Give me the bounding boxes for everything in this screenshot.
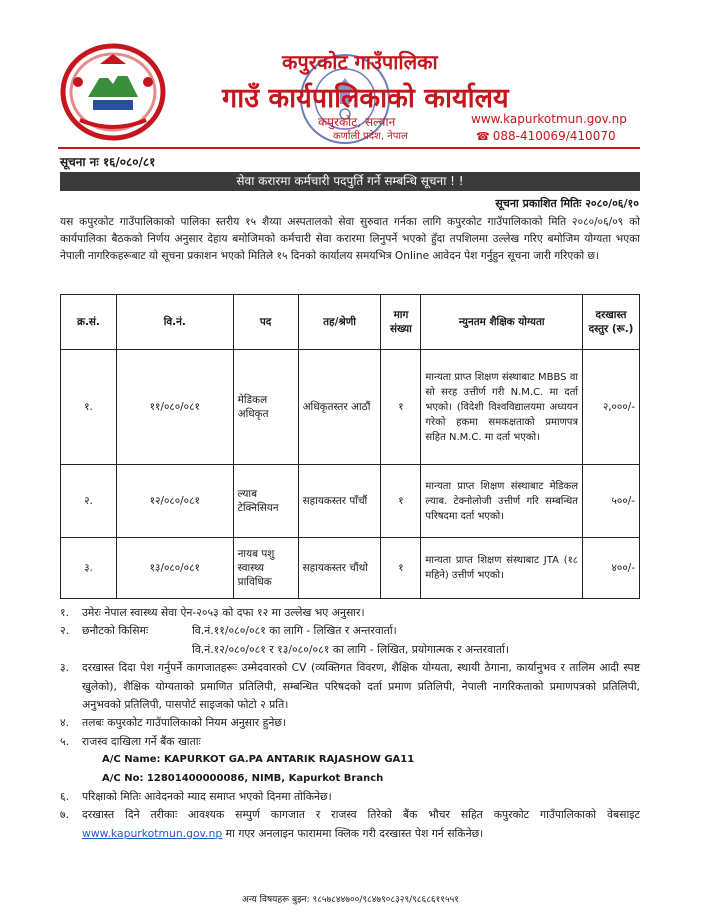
selection-line2: वि.नं.१२/०८०/०८१ र १३/०८०/०८१ का लागि - लिखित, प्रयोगात्मक र अन्तरवार्ता। (192, 642, 509, 656)
office-name-line1: कपुरकोट गाउँपालिका (282, 50, 438, 74)
cell-adv-no: १२/०८०/०८१ (116, 465, 233, 538)
list-item-bank (60, 733, 640, 751)
cell-qualification: मान्यता प्राप्त शिक्षण संस्थाबाट मेडिकल ल्याब. टेक्नोलोजी उत्तीर्ण गरि सम्बन्धित परिषदमा दर्ता भएको। (421, 465, 583, 538)
apply-method-text-end: मा गएर अनलाइन फाराममा क्लिक गरी दरखास्त पेश गर्न सकिनेछ। (225, 826, 484, 840)
nepal-emblem-icon (58, 42, 168, 142)
list-item-age (60, 604, 640, 622)
cell-qualification: मान्यता प्राप्त शिक्षण संस्थाबाट JTA (१८ महिने) उत्तीर्ण भएको। (421, 538, 583, 599)
selection-label: छनौटको किसिमः (82, 624, 149, 638)
table-row (61, 465, 640, 538)
list-item-salary (60, 714, 640, 732)
apply-method-text: दरखास्त दिने तरीकाः आवश्यक सम्पुर्ण कागजात र राजस्व तिरेको बैंक भौचर सहित कपुरकोट गाउँपालिकाको वेबसाइट (82, 808, 640, 822)
cell-adv-no: ११/०८०/०८१ (116, 350, 233, 465)
list-item-number: ४. (60, 716, 70, 730)
cell-post: मेडिकल अधिकृत (233, 350, 298, 465)
list-item-text: राजस्व दाखिला गर्ने बैंक खाताः (82, 734, 201, 748)
list-item-text: परिक्षाको मितिः आवेदनको म्याद समाप्त भएको दिनमा तोकिनेछ। (82, 790, 332, 804)
office-address-line1: कपुरकोट, सल्यान (318, 115, 396, 129)
bank-account-name: A/C Name: KAPURKOT GA.PA ANTARIK RAJASHOW GA11 (102, 754, 415, 766)
cell-adv-no: १३/०८०/०८१ (116, 538, 233, 599)
list-item-text: तलबः कपुरकोट गाउँपालिकाको नियम अनुसार हुनेछ। (82, 716, 287, 730)
list-item-number: २. (60, 624, 70, 638)
list-item-text: उमेरः नेपाल स्वास्थ्य सेवा ऐन-२०५३ को दफा १२ मा उल्लेख भए अनुसार। (82, 606, 365, 619)
cell-post: ल्याब टेक्निसियन (233, 465, 298, 538)
col-header-serial: क्र.सं. (61, 295, 117, 350)
col-header-level: तह/श्रेणी (298, 295, 381, 350)
list-item-selection (60, 622, 640, 659)
website-link[interactable]: www.kapurkotmun.gov.np (82, 826, 223, 840)
published-date: सूचना प्रकाशित मितिः २०८०/०६/१० (495, 197, 639, 210)
table-header-row (61, 295, 640, 350)
selection-line1: वि.नं.११/०८०/०८१ का लागि - लिखित र अन्तरवार्ता। (192, 624, 397, 638)
list-item-number: ७. (60, 808, 70, 822)
cell-qualification: मान्यता प्राप्त शिक्षण संस्थाबाट MBBS वा सो सरह उत्तीर्ण गरी N.M.C. मा दर्ता भएको। (विदेशी विश्वविद्यालयमा अध्ययन गरेको हकमा समकक्षताको प्रमाणपत्र सहित N.M.C. मा दर्ता भएको। (421, 350, 583, 465)
col-header-post: पद (233, 295, 298, 350)
office-name-line2: गाउँ कार्यपालिकाको कार्यालय (222, 83, 509, 114)
cell-level: अधिकृतस्तर आठौं (298, 350, 381, 465)
footer-contact: अन्य विषयहरू बुझ्न: ९८५७८४४७००/९८४७९०८३२९/९८६८६११५५१ (242, 895, 459, 905)
cell-serial: ३. (61, 538, 117, 599)
cell-demand: १ (381, 538, 421, 599)
cell-level: सहायकस्तर चौंथो (298, 538, 381, 599)
table-row (61, 350, 640, 465)
vacancy-table (60, 294, 640, 599)
notice-title: सेवा करारमा कर्मचारी पदपुर्ति गर्ने सम्बन्धि सूचना ! ! (60, 172, 640, 191)
notice-number: सूचना नः १६/०८०/८१ (60, 155, 156, 169)
cell-demand: १ (381, 350, 421, 465)
col-header-fee: दरखास्त दस्तुर (रू.) (583, 295, 640, 350)
phone-icon: ☎ (476, 130, 490, 143)
header-phone (476, 129, 616, 143)
cell-fee: २,०००/- (583, 350, 640, 465)
list-item-number: १. (60, 606, 70, 619)
header-website-link[interactable]: www.kapurkotmun.gov.np (471, 112, 627, 126)
notice-intro: यस कपुरकोट गाउँपालिकाको पालिका स्तरीय १५ शैय्या अस्पतालको सेवा सुरुवात गर्नका लागि कपुरकोट गाउँपालिकाको मिति २०८०/०६/०९ को कार्यपालिका बैठकको निर्णय अनुसार देहाय बमोजिमको कर्मचारी सेवा करारमा लिनुपर्ने भएको हुँदा तपशिलमा उल्लेख गरिए बमोजिम योग्यता भएका नेपाली नागरिकहरूबाट यो सूचना प्रकाशन भएको मितिले १५ दिनको कार्यालय समयभित्र Online आवेदन पेश गर्नुहुन सूचना जारी गरिएको छ। (60, 216, 640, 262)
list-item-apply-method (60, 806, 640, 843)
conditions-list (60, 604, 640, 843)
list-item-text: दरखास्त दिदा पेश गर्नुपर्ने कागजातहरूः उम्मेदवारको CV (व्यक्तिगत विवरण, शैक्षिक योग्यता, स्थायी ठेगाना, कार्यानुभव र तालिम आदी स्पष्ट खुलेको), शैक्षिक योग्यताको प्रमाणित प्रतिलिपी, सम्बन्धित परिषदको दर्ता प्रमाण प्रतिलिपी, नेपाली नागरिकताको प्रमाणपत्रको प्रतिलिपी, अनुभवको प्रतिलिपी, पासपोर्ट साइजको फोटो २ प्रति। (82, 661, 640, 712)
cell-fee: ४००/- (583, 538, 640, 599)
list-item-exam-date (60, 788, 640, 806)
office-address-line2: कर्णाली प्रदेश, नेपाल (333, 131, 408, 142)
cell-demand: १ (381, 465, 421, 538)
cell-fee: ५००/- (583, 465, 640, 538)
list-item-number: ३. (60, 661, 70, 675)
header-phone-number: 088-410069/410070 (492, 129, 616, 143)
cell-level: सहायकस्तर पाँचौं (298, 465, 381, 538)
col-header-demand: माग संख्या (381, 295, 421, 350)
col-header-adv-no: वि.नं. (116, 295, 233, 350)
col-header-qualification: न्युनतम शैक्षिक योग्यता (421, 295, 583, 350)
list-item-number: ६. (60, 790, 70, 804)
table-row (61, 538, 640, 599)
list-item-documents (60, 659, 640, 714)
bank-account-number: A/C No: 12801400000086, NIMB, Kapurkot Branch (102, 772, 384, 784)
cell-post: नायब पशु स्वास्थ्य प्राविधिक (233, 538, 298, 599)
cell-serial: १. (61, 350, 117, 465)
list-item-number: ५. (60, 734, 70, 748)
header-divider (58, 147, 640, 149)
cell-serial: २. (61, 465, 117, 538)
